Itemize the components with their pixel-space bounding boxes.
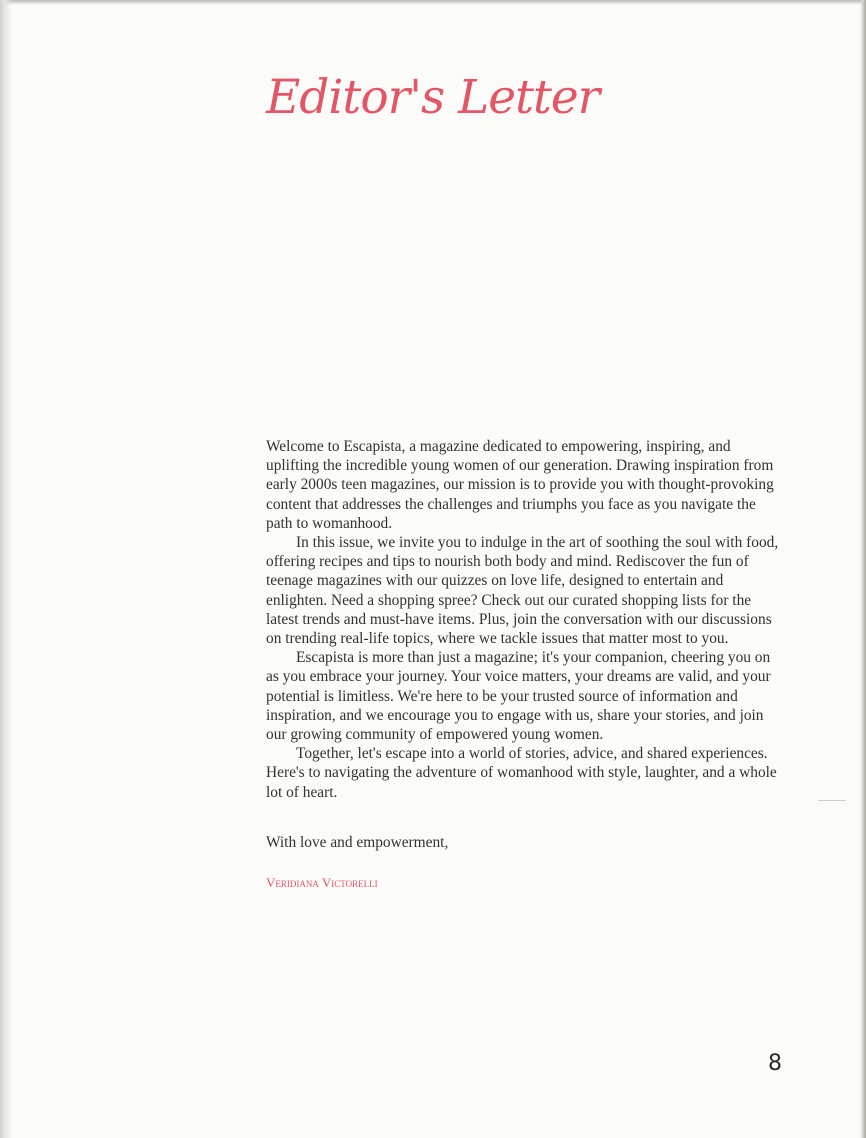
letter-closing: With love and empowerment,: [266, 834, 449, 851]
page-right-edge-shadow: [860, 0, 866, 1138]
letter-paragraph-4: Together, let's escape into a world of stories, advice, and shared experiences. Here's to navigating the adventure of womanhood with style, laughter, and a whole lot of heart.: [266, 745, 777, 801]
page-left-edge-shadow: [0, 0, 12, 1138]
letter-paragraph-3: Escapista is more than just a magazine; it's your companion, cheering you on as you embrace your journey. Your voice matters, your dreams are valid, and your potential is limitless. We're here to be your trusted source of information and inspiration, and we encourage you to engage with us, share your stories, and join our growing community of empowered young women.: [266, 649, 771, 744]
letter-body: [266, 437, 786, 802]
letter-paragraph-2: In this issue, we invite you to indulge in the art of soothing the soul with food, offering recipes and tips to nourish both body and mind. Rediscover the fun of teenage magazines with our quizzes on love life, designed to entertain and enlighten. Need a shopping spree? Check out our curated shopping lists for the latest trends and must-have items. Plus, join the conversation with our discussions on trending real-life topics, where we tackle issues that matter most to you.: [266, 534, 779, 648]
letter-paragraph-1: Welcome to Escapista, a magazine dedicated to empowering, inspiring, and uplifting the incredible young women of our generation. Drawing inspiration from early 2000s teen magazines, our mission is to provide you with thought-provoking content that addresses the challenges and triumphs you face as you navigate the path to womanhood.: [266, 438, 774, 532]
margin-mark: [818, 800, 846, 801]
page-number: 8: [768, 1051, 782, 1076]
page-title: Editor's Letter: [266, 70, 600, 125]
page-top-edge-shadow: [0, 0, 866, 5]
editor-signature: Veridiana Victorelli: [266, 875, 378, 890]
